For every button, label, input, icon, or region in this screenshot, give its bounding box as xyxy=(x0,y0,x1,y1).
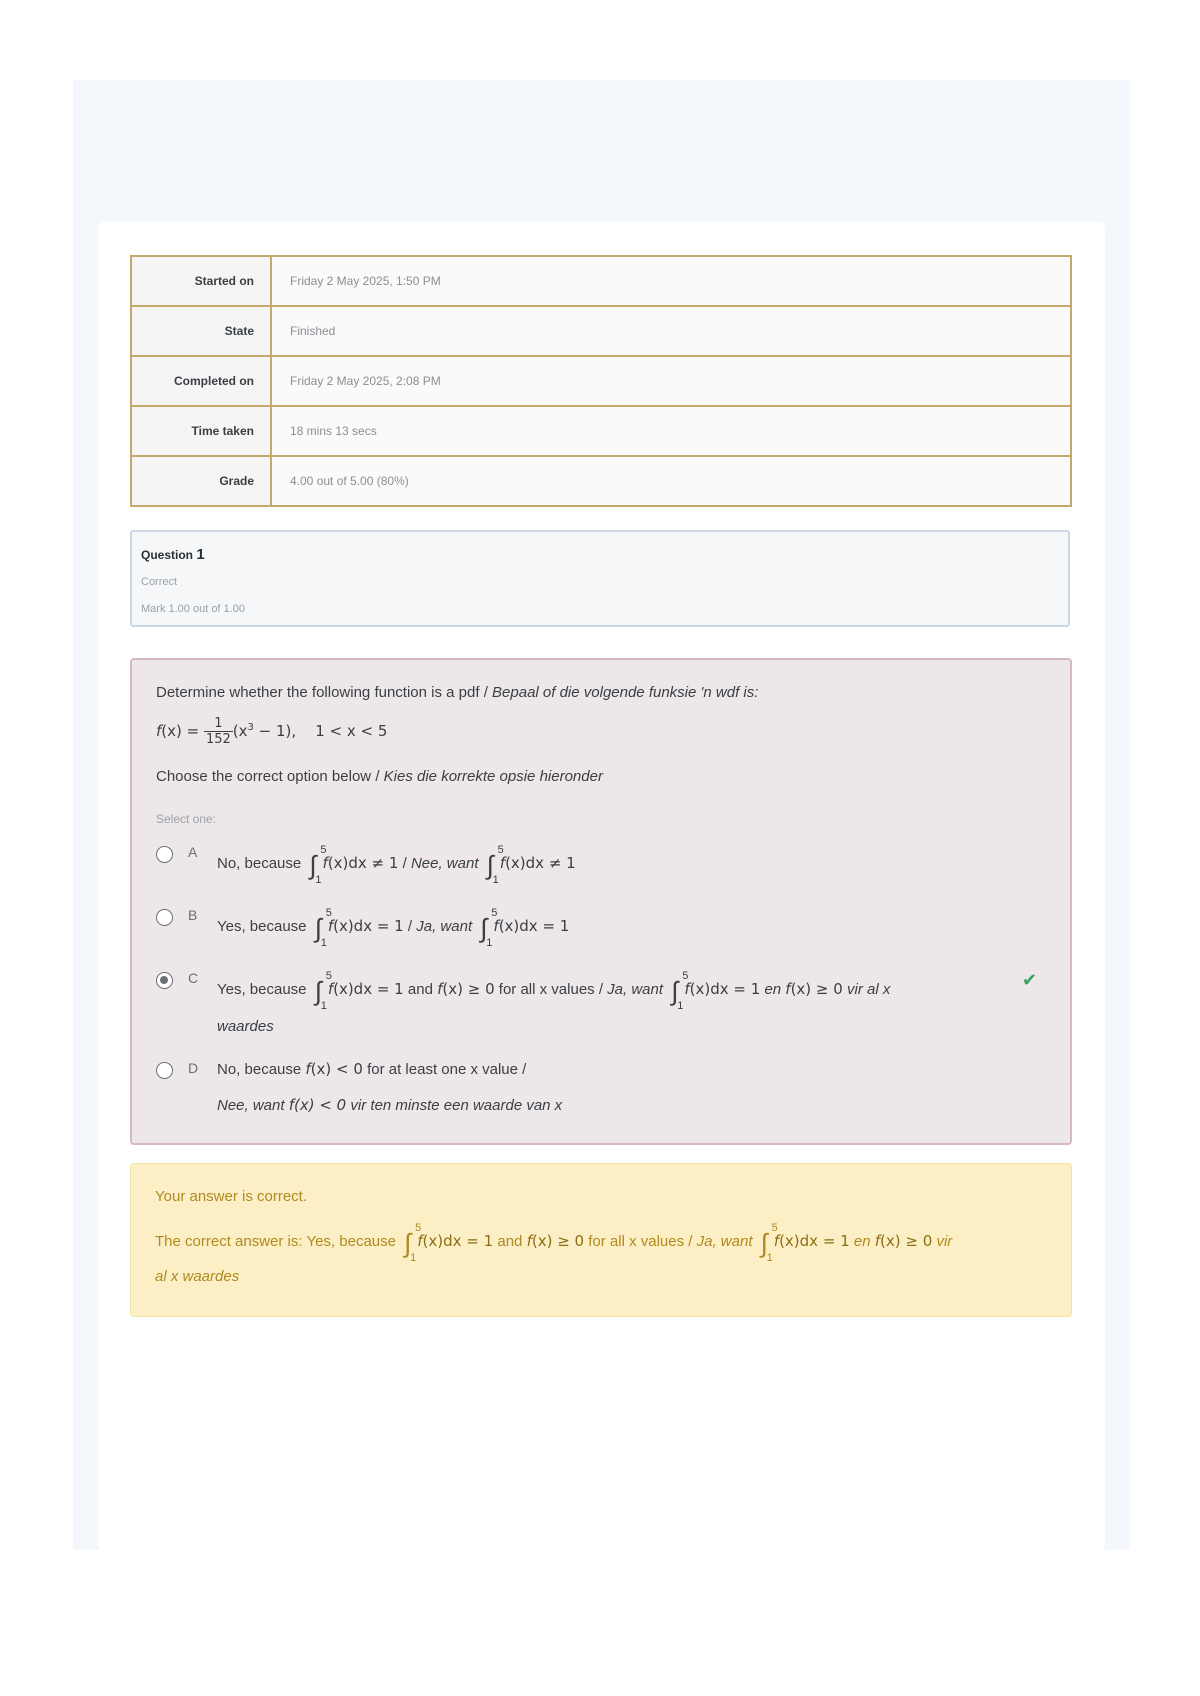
feedback-correct-answer-continued: al x waardes xyxy=(155,1268,240,1285)
option-d-letter: D xyxy=(188,1060,199,1076)
feedback-correct-answer: The correct answer is: Yes, because ∫ 5 1 f(x)dx = 1 and f(x) ≥ 0 for all x values / Ja, want ∫ 5 1 f(x)dx = 1 en f(x) ≥ 0 vir xyxy=(155,1222,953,1264)
question-info-box xyxy=(130,530,1070,627)
question-number-value: 1 xyxy=(196,546,205,563)
option-d-text[interactable]: No, because f(x) < 0 for at least one x value / xyxy=(217,1060,527,1078)
prompt-afrikaans: Bepaal of die volgende funksie 'n wdf is: xyxy=(492,684,759,701)
option-d-radio[interactable] xyxy=(156,1062,173,1079)
question-state: Correct xyxy=(141,576,178,588)
option-b-radio[interactable] xyxy=(156,909,173,926)
question-prompt: Determine whether the following function is a pdf / Bepaal of die volgende funksie 'n wdf is: xyxy=(156,684,759,701)
question-content xyxy=(130,658,1072,1145)
function-definition: f(x) = $\frac{1}{152}$ $(x^3 - 1)$, 1 < x < 5 xyxy=(156,716,388,747)
summary-label: State xyxy=(131,306,271,356)
instruction-afrikaans: Kies die korrekte opsie hieronder xyxy=(383,768,603,785)
option-a-radio[interactable] xyxy=(156,846,173,863)
summary-label: Grade xyxy=(131,456,271,506)
summary-row xyxy=(131,456,1071,506)
select-one-label: Select one: xyxy=(156,812,217,826)
question-mark: Mark 1.00 out of 1.00 xyxy=(141,603,245,615)
feedback-box xyxy=(130,1163,1072,1317)
summary-label: Time taken xyxy=(131,406,271,456)
attempt-summary-table xyxy=(130,255,1072,507)
summary-value: Friday 2 May 2025, 2:08 PM xyxy=(271,356,1071,406)
summary-row xyxy=(131,406,1071,456)
summary-row xyxy=(131,356,1071,406)
question-label: Question xyxy=(141,548,194,562)
summary-label: Completed on xyxy=(131,356,271,406)
summary-row xyxy=(131,306,1071,356)
correct-check-icon: ✔ xyxy=(1022,970,1038,990)
option-b-text[interactable]: Yes, because ∫ 5 1 f(x)dx = 1 / Ja, want ∫ 5 1 f(x)dx = 1 xyxy=(217,907,570,949)
correct-answer-prefix: The correct answer is: xyxy=(155,1233,307,1250)
option-c-text-continued: waardes xyxy=(217,1018,274,1035)
summary-value: 4.00 out of 5.00 (80%) xyxy=(271,456,1071,506)
question-number xyxy=(141,546,205,563)
summary-label: Started on xyxy=(131,256,271,306)
option-c-letter: C xyxy=(188,970,199,986)
summary-value: Finished xyxy=(271,306,1071,356)
summary-value: 18 mins 13 secs xyxy=(271,406,1071,456)
instruction-english: Choose the correct option below xyxy=(156,768,372,785)
feedback-result: Your answer is correct. xyxy=(155,1188,308,1205)
option-c-radio[interactable] xyxy=(156,972,173,989)
summary-value: Friday 2 May 2025, 1:50 PM xyxy=(271,256,1071,306)
option-a-text[interactable]: No, because ∫ 5 1 f(x)dx ≠ 1 / Nee, want ∫ 5 1 f(x)dx ≠ 1 xyxy=(217,844,576,886)
option-b-letter: B xyxy=(188,907,198,923)
option-a-letter: A xyxy=(188,844,198,860)
option-c-text[interactable]: Yes, because ∫ 5 1 f(x)dx = 1 and f(x) ≥ 0 for all x values / Ja, want ∫ 5 1 f(x)dx = 1 en f(x) ≥ 0 vir al x xyxy=(217,970,891,1012)
summary-row xyxy=(131,256,1071,306)
question-instruction: Choose the correct option below / Kies die korrekte opsie hieronder xyxy=(156,768,603,785)
prompt-english: Determine whether the following function is a pdf xyxy=(156,684,480,701)
option-d-text-continued: Nee, want f(x) < 0 vir ten minste een waarde van x xyxy=(217,1096,563,1114)
